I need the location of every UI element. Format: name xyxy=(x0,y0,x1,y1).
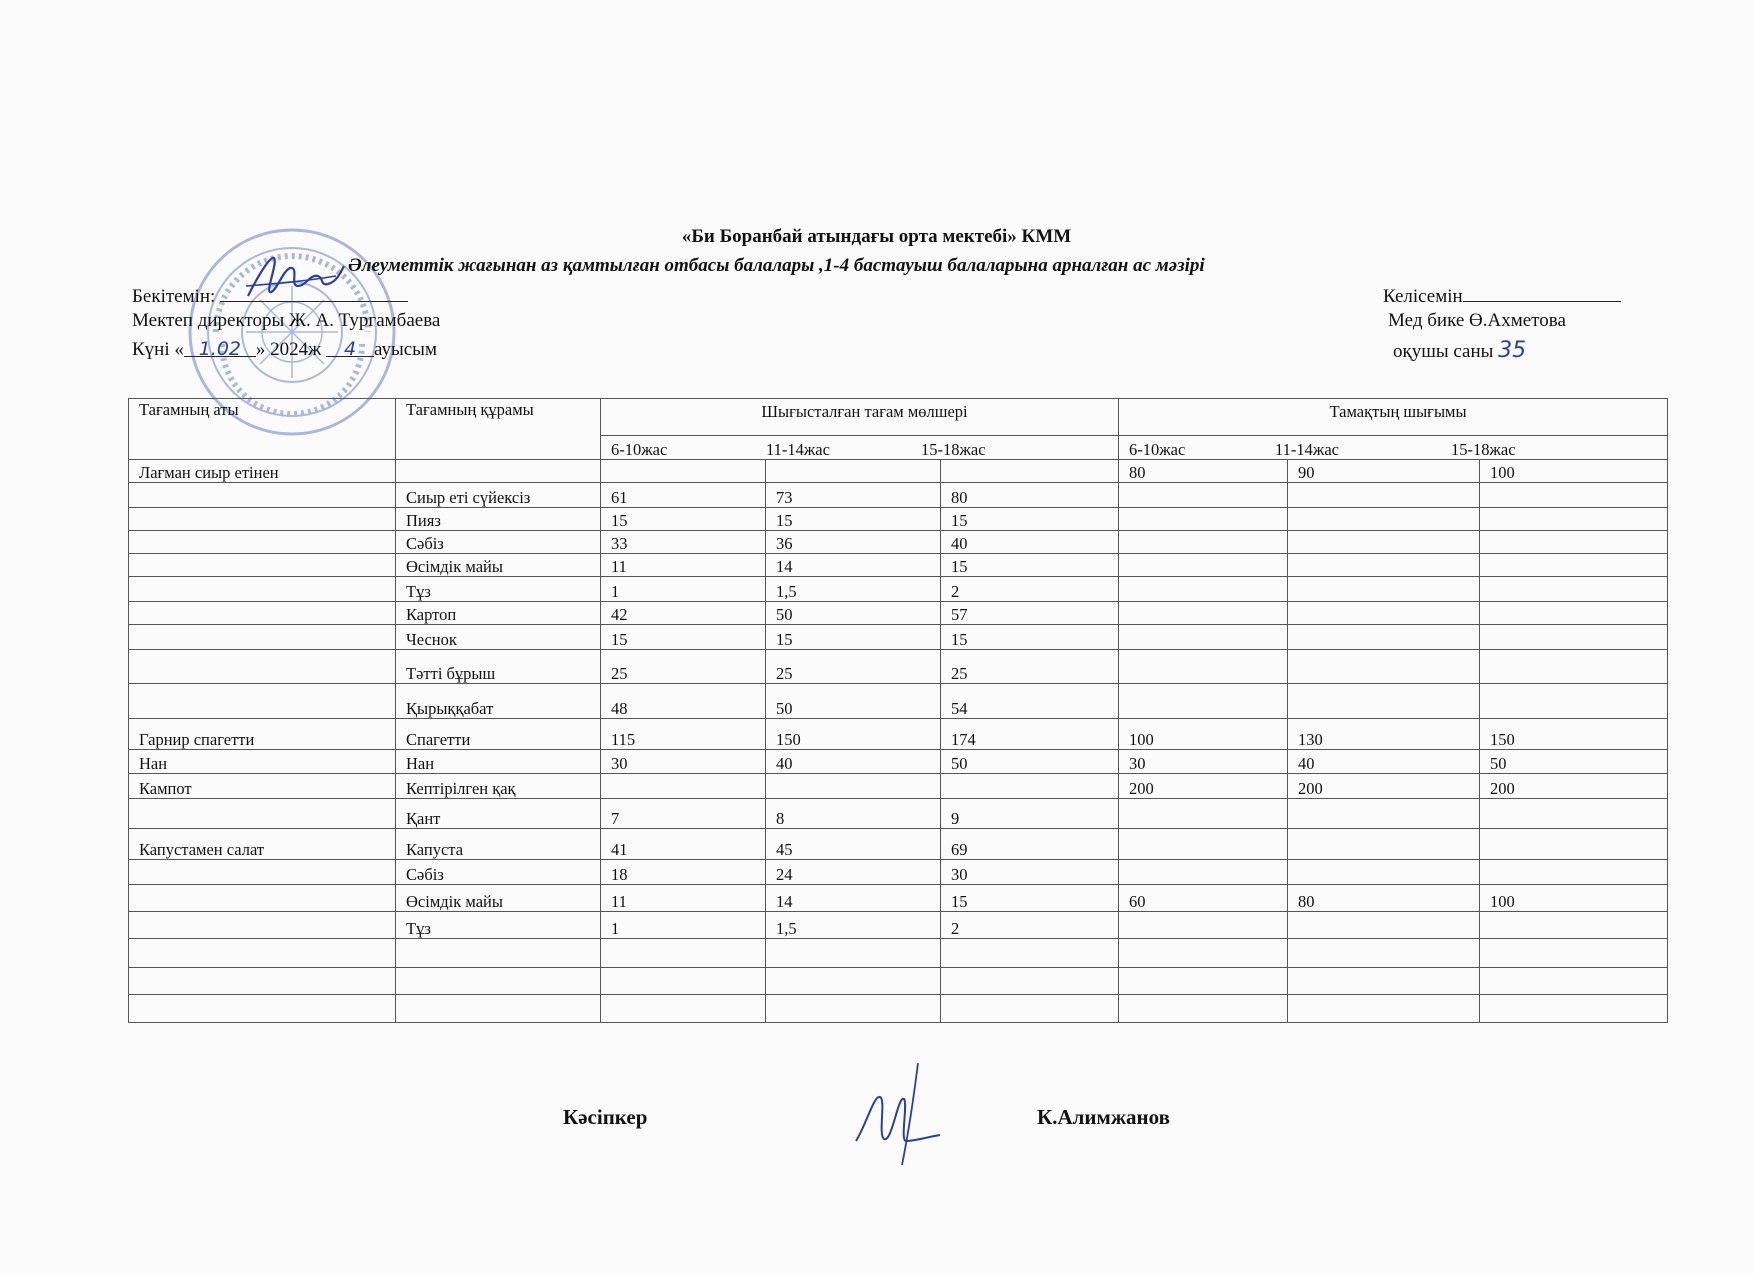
table-row xyxy=(129,602,1668,625)
issued-6-10-cell: 115 xyxy=(601,719,766,750)
table-row xyxy=(129,554,1668,577)
table-row xyxy=(129,885,1668,912)
table-row xyxy=(129,625,1668,650)
issued-11-14-cell: 25 xyxy=(766,650,941,684)
issued-15-18-cell: 15 xyxy=(941,885,1119,912)
issued-11-14-cell: 8 xyxy=(766,799,941,829)
dish-cell xyxy=(129,508,396,531)
dish-cell xyxy=(129,483,396,508)
output-6-10-cell xyxy=(1119,995,1288,1023)
output-6-10-cell: 80 xyxy=(1119,460,1288,483)
item-cell xyxy=(396,939,601,968)
menu-table xyxy=(128,398,1668,1023)
issued-15-18-cell: 2 xyxy=(941,577,1119,602)
issued-6-10-cell: 15 xyxy=(601,625,766,650)
issued-6-10-cell xyxy=(601,774,766,799)
output-6-10-cell xyxy=(1119,912,1288,939)
dish-cell xyxy=(129,577,396,602)
item-cell: Тұз xyxy=(396,912,601,939)
item-cell: Нан xyxy=(396,750,601,774)
output-15-18-cell xyxy=(1480,939,1668,968)
table-row xyxy=(129,577,1668,602)
issued-15-18-cell: 54 xyxy=(941,684,1119,719)
issued-6-10-cell: 30 xyxy=(601,750,766,774)
dish-cell: Капустамен салат xyxy=(129,829,396,860)
output-11-14-cell xyxy=(1288,554,1480,577)
output-11-14-cell xyxy=(1288,508,1480,531)
issued-6-10-cell: 1 xyxy=(601,577,766,602)
output-11-14-cell xyxy=(1288,577,1480,602)
output-11-14-cell xyxy=(1288,602,1480,625)
issued-11-14-cell: 36 xyxy=(766,531,941,554)
output-15-18-cell: 150 xyxy=(1480,719,1668,750)
output-15-18-cell: 100 xyxy=(1480,885,1668,912)
dish-cell: Кампот xyxy=(129,774,396,799)
output-15-18-cell xyxy=(1480,602,1668,625)
item-cell: Сәбіз xyxy=(396,531,601,554)
output-age-groups xyxy=(1119,436,1668,460)
output-6-10-cell: 30 xyxy=(1119,750,1288,774)
document-subtitle: Әлеуметтік жағынан аз қамтылған отбасы балалары ,1-4 бастауыш балаларына арналған ас мәзірі xyxy=(348,255,1205,276)
item-cell: Қант xyxy=(396,799,601,829)
table-row xyxy=(129,483,1668,508)
output-11-14-cell xyxy=(1288,531,1480,554)
issued-15-18-cell xyxy=(941,460,1119,483)
item-cell: Сиыр еті сүйексіз xyxy=(396,483,601,508)
output-6-10-cell xyxy=(1119,968,1288,995)
students-label: оқушы саны xyxy=(1393,341,1494,362)
issued-15-18-cell: 15 xyxy=(941,554,1119,577)
issued-6-10-cell: 33 xyxy=(601,531,766,554)
dish-cell: Гарнир спагетти xyxy=(129,719,396,750)
issued-11-14-cell xyxy=(766,968,941,995)
table-row xyxy=(129,684,1668,719)
issued-age-6-10: 6-10жас xyxy=(611,440,668,459)
item-cell: Өсімдік майы xyxy=(396,554,601,577)
table-row xyxy=(129,508,1668,531)
output-11-14-cell xyxy=(1288,995,1480,1023)
issued-15-18-cell xyxy=(941,995,1119,1023)
table-row xyxy=(129,750,1668,774)
output-15-18-cell xyxy=(1480,860,1668,885)
table-row xyxy=(129,968,1668,995)
output-15-18-cell: 200 xyxy=(1480,774,1668,799)
output-6-10-cell: 100 xyxy=(1119,719,1288,750)
output-11-14-cell: 90 xyxy=(1288,460,1480,483)
menu-table-body xyxy=(129,460,1668,1023)
output-6-10-cell xyxy=(1119,939,1288,968)
output-6-10-cell xyxy=(1119,860,1288,885)
output-11-14-cell xyxy=(1288,860,1480,885)
dish-cell xyxy=(129,799,396,829)
item-cell: Чеснок xyxy=(396,625,601,650)
issued-6-10-cell: 15 xyxy=(601,508,766,531)
issued-11-14-cell: 45 xyxy=(766,829,941,860)
dish-cell xyxy=(129,860,396,885)
output-11-14-cell: 200 xyxy=(1288,774,1480,799)
output-6-10-cell xyxy=(1119,508,1288,531)
output-6-10-cell xyxy=(1119,577,1288,602)
output-age-11-14: 11-14жас xyxy=(1275,440,1339,459)
output-15-18-cell xyxy=(1480,968,1668,995)
issued-11-14-cell xyxy=(766,774,941,799)
item-cell: Пияз xyxy=(396,508,601,531)
dish-cell xyxy=(129,995,396,1023)
issued-6-10-cell xyxy=(601,939,766,968)
shift-number-handwritten: 4 xyxy=(343,338,357,360)
issued-6-10-cell: 61 xyxy=(601,483,766,508)
item-cell: Қырыққабат xyxy=(396,684,601,719)
date-mid: » 2024ж xyxy=(255,339,322,360)
item-cell xyxy=(396,460,601,483)
table-row xyxy=(129,650,1668,684)
date-shift-line xyxy=(132,338,437,361)
item-cell: Сәбіз xyxy=(396,860,601,885)
item-cell: Өсімдік майы xyxy=(396,885,601,912)
table-row xyxy=(129,719,1668,750)
item-cell xyxy=(396,995,601,1023)
date-day-field xyxy=(184,338,256,360)
output-6-10-cell xyxy=(1119,650,1288,684)
table-row xyxy=(129,860,1668,885)
issued-6-10-cell xyxy=(601,995,766,1023)
table-row xyxy=(129,829,1668,860)
output-6-10-cell xyxy=(1119,625,1288,650)
issued-6-10-cell: 11 xyxy=(601,885,766,912)
output-6-10-cell xyxy=(1119,829,1288,860)
issued-6-10-cell: 1 xyxy=(601,912,766,939)
output-15-18-cell xyxy=(1480,995,1668,1023)
output-6-10-cell: 60 xyxy=(1119,885,1288,912)
issued-age-15-18: 15-18жас xyxy=(921,440,986,459)
output-11-14-cell: 130 xyxy=(1288,719,1480,750)
output-6-10-cell xyxy=(1119,554,1288,577)
col-header-issued: Шығысталған тағам мөлшері xyxy=(601,399,1119,436)
footer-role: Кәсіпкер xyxy=(563,1105,648,1129)
footer-name: К.Алимжанов xyxy=(1037,1105,1170,1129)
issued-15-18-cell: 57 xyxy=(941,602,1119,625)
item-cell: Кептірілген қақ xyxy=(396,774,601,799)
dish-cell xyxy=(129,602,396,625)
output-15-18-cell xyxy=(1480,912,1668,939)
issued-11-14-cell: 73 xyxy=(766,483,941,508)
issued-15-18-cell: 15 xyxy=(941,625,1119,650)
issued-11-14-cell: 15 xyxy=(766,508,941,531)
shift-label: ауысым xyxy=(374,339,437,360)
table-row xyxy=(129,799,1668,829)
table-row xyxy=(129,939,1668,968)
issued-11-14-cell: 15 xyxy=(766,625,941,650)
date-prefix: Күні « xyxy=(132,339,184,360)
issued-6-10-cell: 41 xyxy=(601,829,766,860)
approve-label: Бекітемін: xyxy=(132,286,216,307)
issued-6-10-cell: 18 xyxy=(601,860,766,885)
table-row xyxy=(129,774,1668,799)
item-cell: Тәтті бұрыш xyxy=(396,650,601,684)
output-11-14-cell: 80 xyxy=(1288,885,1480,912)
output-15-18-cell xyxy=(1480,508,1668,531)
issued-15-18-cell: 9 xyxy=(941,799,1119,829)
output-15-18-cell: 50 xyxy=(1480,750,1668,774)
output-15-18-cell xyxy=(1480,684,1668,719)
issued-15-18-cell xyxy=(941,939,1119,968)
issued-11-14-cell xyxy=(766,939,941,968)
issued-11-14-cell: 150 xyxy=(766,719,941,750)
issued-15-18-cell: 69 xyxy=(941,829,1119,860)
dish-cell xyxy=(129,939,396,968)
document-title: «Би Боранбай атындағы орта мектебі» КММ xyxy=(681,226,1072,247)
table-row xyxy=(129,912,1668,939)
director-name: Мектеп директоры Ж. А. Тургамбаева xyxy=(132,310,441,331)
agree-label: Келісемін xyxy=(1383,286,1463,307)
output-15-18-cell xyxy=(1480,829,1668,860)
issued-15-18-cell: 40 xyxy=(941,531,1119,554)
nurse-name: Мед бике Ө.Ахметова xyxy=(1388,310,1566,331)
issued-11-14-cell: 14 xyxy=(766,554,941,577)
table-row xyxy=(129,460,1668,483)
col-header-composition: Тағамның құрамы xyxy=(396,399,601,460)
output-11-14-cell xyxy=(1288,799,1480,829)
dish-cell: Лағман сиыр етінен xyxy=(129,460,396,483)
issued-6-10-cell: 42 xyxy=(601,602,766,625)
output-15-18-cell xyxy=(1480,531,1668,554)
dish-cell xyxy=(129,968,396,995)
output-11-14-cell xyxy=(1288,829,1480,860)
output-6-10-cell xyxy=(1119,799,1288,829)
issued-6-10-cell: 25 xyxy=(601,650,766,684)
issued-11-14-cell: 50 xyxy=(766,684,941,719)
agree-line xyxy=(1383,283,1621,308)
output-age-6-10: 6-10жас xyxy=(1129,440,1186,459)
output-6-10-cell xyxy=(1119,684,1288,719)
issued-6-10-cell xyxy=(601,968,766,995)
output-6-10-cell xyxy=(1119,531,1288,554)
output-15-18-cell: 100 xyxy=(1480,460,1668,483)
output-11-14-cell xyxy=(1288,939,1480,968)
output-11-14-cell xyxy=(1288,912,1480,939)
table-row xyxy=(129,995,1668,1023)
issued-11-14-cell xyxy=(766,995,941,1023)
output-age-15-18: 15-18жас xyxy=(1451,440,1516,459)
dish-cell: Нан xyxy=(129,750,396,774)
dish-cell xyxy=(129,885,396,912)
issued-15-18-cell xyxy=(941,968,1119,995)
issued-6-10-cell xyxy=(601,460,766,483)
output-11-14-cell xyxy=(1288,483,1480,508)
issued-15-18-cell: 80 xyxy=(941,483,1119,508)
students-count-handwritten: 35 xyxy=(1498,338,1527,363)
output-11-14-cell xyxy=(1288,625,1480,650)
table-header-row xyxy=(129,399,1668,436)
output-11-14-cell xyxy=(1288,968,1480,995)
item-cell: Спагетти xyxy=(396,719,601,750)
issued-11-14-cell: 1,5 xyxy=(766,912,941,939)
output-15-18-cell xyxy=(1480,577,1668,602)
issued-11-14-cell xyxy=(766,460,941,483)
entrepreneur-signature xyxy=(848,1055,948,1170)
issued-6-10-cell: 48 xyxy=(601,684,766,719)
issued-15-18-cell: 15 xyxy=(941,508,1119,531)
output-6-10-cell: 200 xyxy=(1119,774,1288,799)
output-15-18-cell xyxy=(1480,625,1668,650)
dish-cell xyxy=(129,531,396,554)
output-11-14-cell xyxy=(1288,650,1480,684)
col-header-dish: Тағамның аты xyxy=(129,399,396,460)
issued-age-groups xyxy=(601,436,1119,460)
issued-11-14-cell: 1,5 xyxy=(766,577,941,602)
output-15-18-cell xyxy=(1480,483,1668,508)
dish-cell xyxy=(129,554,396,577)
issued-11-14-cell: 50 xyxy=(766,602,941,625)
item-cell: Тұз xyxy=(396,577,601,602)
output-6-10-cell xyxy=(1119,483,1288,508)
issued-age-11-14: 11-14жас xyxy=(766,440,830,459)
output-15-18-cell xyxy=(1480,799,1668,829)
issued-6-10-cell: 7 xyxy=(601,799,766,829)
issued-15-18-cell: 2 xyxy=(941,912,1119,939)
date-day-handwritten: 1.02 xyxy=(198,338,242,360)
item-cell: Капуста xyxy=(396,829,601,860)
issued-11-14-cell: 24 xyxy=(766,860,941,885)
table-row xyxy=(129,531,1668,554)
issued-15-18-cell xyxy=(941,774,1119,799)
dish-cell xyxy=(129,684,396,719)
output-11-14-cell xyxy=(1288,684,1480,719)
issued-15-18-cell: 25 xyxy=(941,650,1119,684)
agree-signature-line xyxy=(1463,283,1621,302)
issued-15-18-cell: 30 xyxy=(941,860,1119,885)
dish-cell xyxy=(129,912,396,939)
item-cell xyxy=(396,968,601,995)
issued-11-14-cell: 40 xyxy=(766,750,941,774)
col-header-output: Тамақтың шығымы xyxy=(1119,399,1668,436)
output-11-14-cell: 40 xyxy=(1288,750,1480,774)
issued-11-14-cell: 14 xyxy=(766,885,941,912)
output-6-10-cell xyxy=(1119,602,1288,625)
director-signature xyxy=(240,246,350,306)
output-15-18-cell xyxy=(1480,554,1668,577)
issued-6-10-cell: 11 xyxy=(601,554,766,577)
issued-15-18-cell: 174 xyxy=(941,719,1119,750)
dish-cell xyxy=(129,650,396,684)
output-15-18-cell xyxy=(1480,650,1668,684)
dish-cell xyxy=(129,625,396,650)
students-line xyxy=(1393,338,1526,363)
shift-number-field xyxy=(326,338,374,360)
item-cell: Картоп xyxy=(396,602,601,625)
issued-15-18-cell: 50 xyxy=(941,750,1119,774)
